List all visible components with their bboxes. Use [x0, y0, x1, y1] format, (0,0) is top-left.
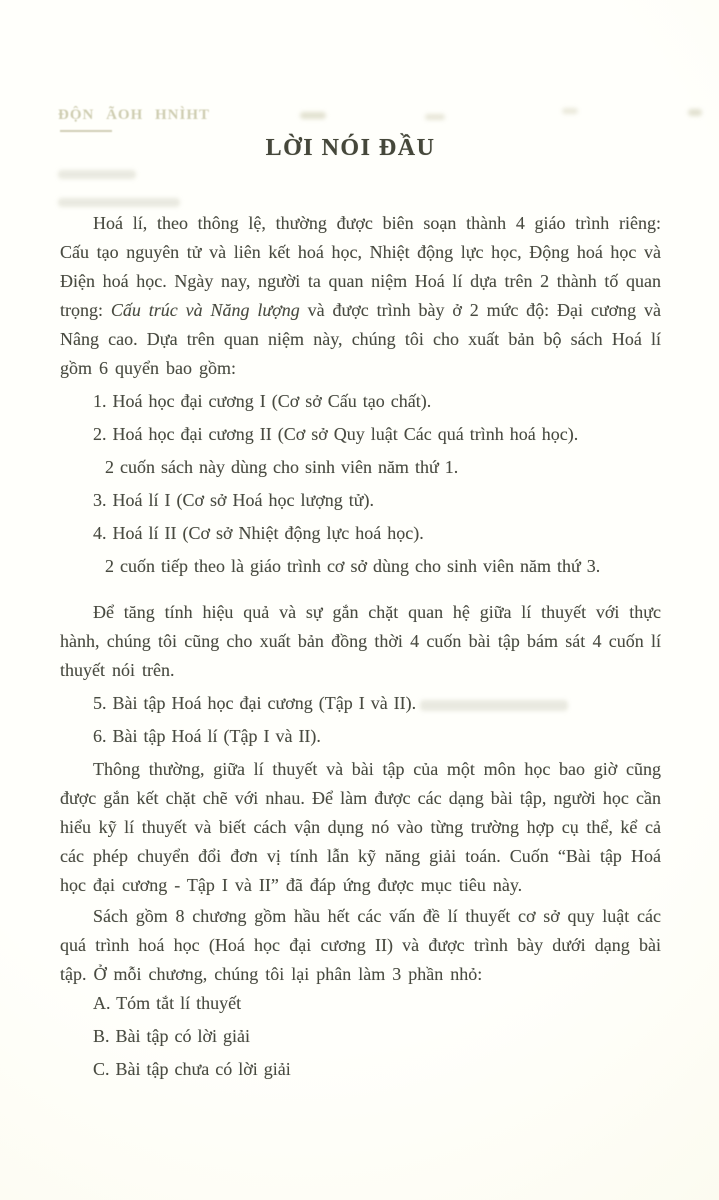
paragraph-companion-books: Để tăng tính hiệu quả và sự gắn chặt quan hệ giữa lí thuyết với thực hành, chúng tôi cũng cho xuất bản đồng thời 4 cuốn bài tập bám sát 4 cuốn lí thuyết nói trên. — [60, 602, 661, 680]
list-item: C. Bài tập chưa có lời giải — [93, 1059, 291, 1079]
list-item: A. Tóm tắt lí thuyết — [93, 993, 242, 1013]
list-item: 1. Hoá học đại cương I (Cơ sở Cấu tạo chất). — [93, 391, 432, 411]
bleed-through-text: ĐỘN ÃOH HNÌHT — [58, 107, 211, 123]
list-item-note: 2 cuốn tiếp theo là giáo trình cơ sở dùng cho sinh viên năm thứ 3. — [105, 556, 601, 576]
book-list — [60, 387, 661, 581]
list-item: 3. Hoá lí I (Cơ sở Hoá học lượng tử). — [93, 490, 375, 510]
paragraph-intro — [60, 209, 661, 383]
exercise-book-list — [60, 689, 661, 751]
text-column — [60, 0, 661, 1084]
page-title: LỜI NÓI ĐẦU — [265, 135, 436, 161]
list-item: 2. Hoá học đại cương II (Cơ sở Quy luật Các quá trình hoá học). — [93, 424, 579, 444]
bleed-through-smudge — [688, 109, 702, 116]
paragraph-theory-practice: Thông thường, giữa lí thuyết và bài tập của một môn học bao giờ cũng được gắn kết chặt chẽ với nhau. Để làm được các dạng bài tập, người học cần hiểu kỹ lí thuyết và biết cách vận dụng nó vào từng trường hợp cụ thể, kể cả các phép chuyển đổi đơn vị tính lẫn kỹ năng giải toán. Cuốn “Bài tập Hoá học đại cương - Tập I và II” đã đáp ứng được mục tiêu này. — [60, 759, 661, 895]
intro-text-pre: Hoá lí, theo thông lệ, thường được biên soạn thành 4 giáo trình riêng: Cấu tạo nguyên tử và liên kết hoá học, Nhiệt động lực học, Động hoá học và Điện hoá học. Ngày nay, người ta quan niệm Hoá lí dựa trên 2 thành tố quan trọng: — [60, 213, 661, 320]
list-item: B. Bài tập có lời giải — [93, 1026, 250, 1046]
intro-text-post: và được trình bày ở 2 mức độ: Đại cương và Nâng cao. Dựa trên quan niệm này, chúng tôi cho xuất bản bộ sách Hoá lí gồm 6 quyển bao gồm: — [60, 300, 662, 378]
list-item: 6. Bài tập Hoá lí (Tập I và II). — [93, 726, 321, 746]
list-item: 4. Hoá lí II (Cơ sở Nhiệt động lực hoá học). — [93, 523, 424, 543]
chapter-part-list — [60, 989, 661, 1084]
list-item-note: 2 cuốn sách này dùng cho sinh viên năm thứ 1. — [105, 457, 459, 477]
paragraph-book-structure: Sách gồm 8 chương gồm hầu hết các vấn đề lí thuyết cơ sở quy luật các quá trình hoá học (Hoá học đại cương II) và được trình bày dưới dạng bài tập. Ở mỗi chương, chúng tôi lại phân làm 3 phần nhỏ: — [60, 906, 661, 984]
intro-italic-phrase: Cấu trúc và Năng lượng — [110, 300, 300, 320]
list-item: 5. Bài tập Hoá học đại cương (Tập I và II). — [93, 693, 417, 713]
